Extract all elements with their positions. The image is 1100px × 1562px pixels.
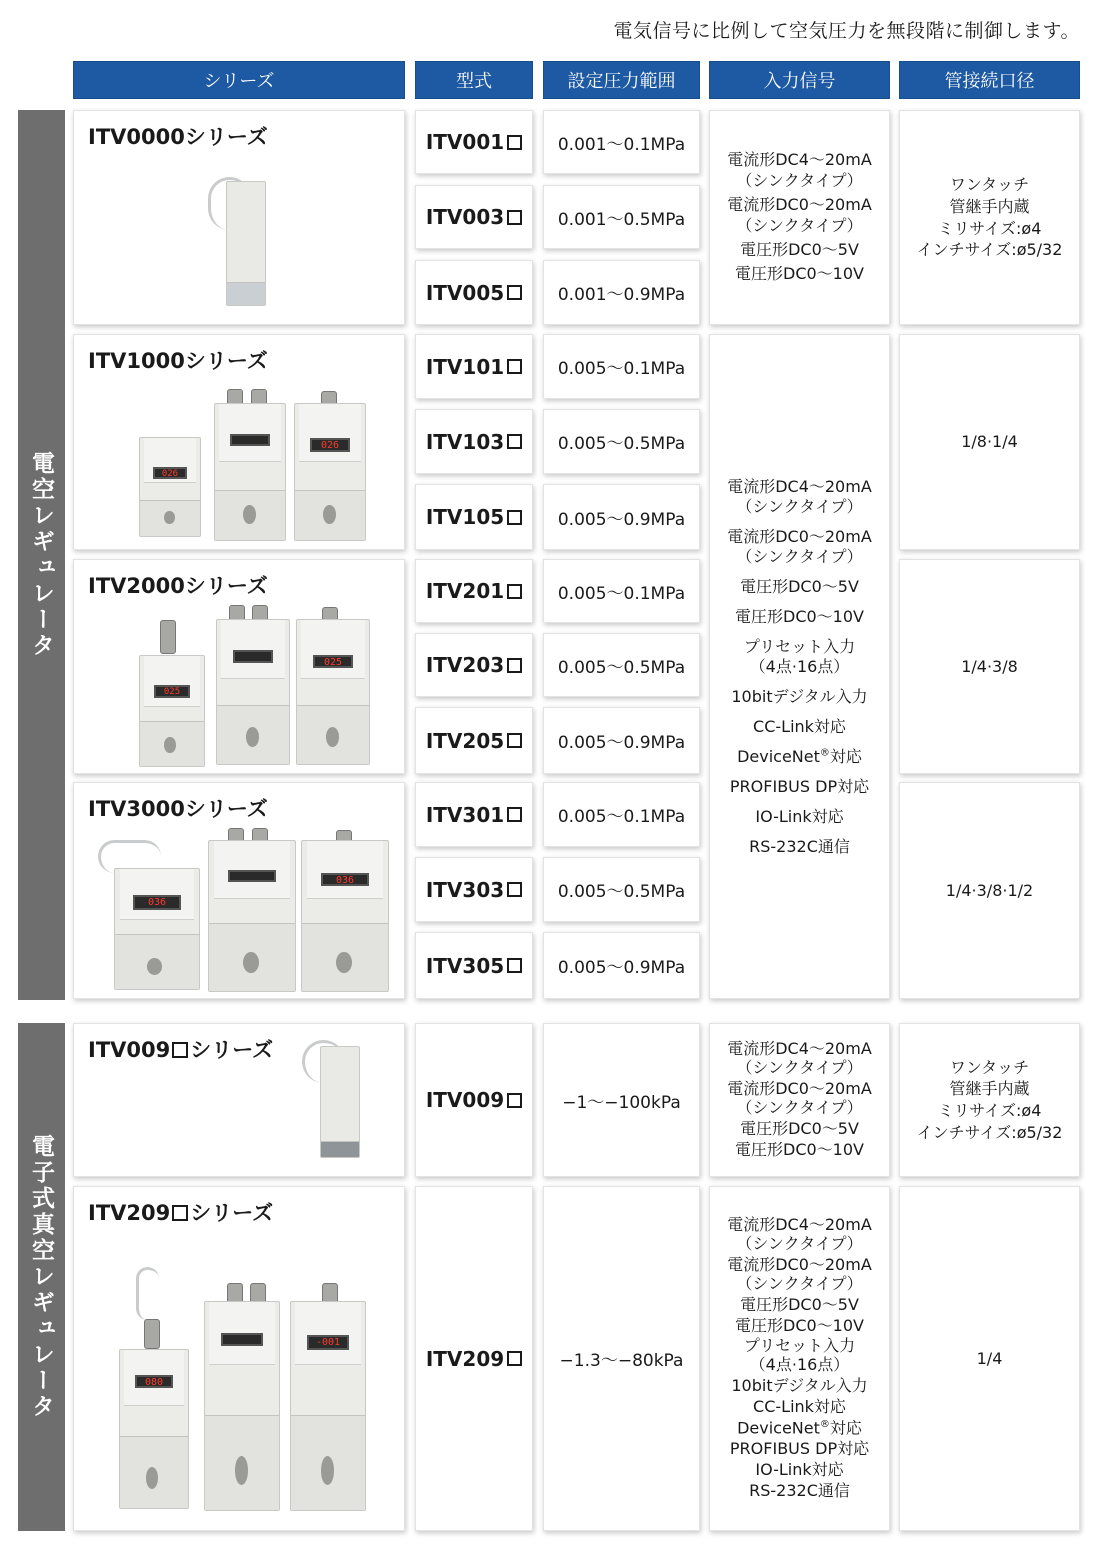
- signal-cell-itv209: 電流形DC4～20mA （シンクタイプ） 電流形DC0～20mA （シンクタイプ） 電圧形DC0～5V 電圧形DC0～10V プリセット入力 （4点·16点） 10bitデジタル入力 CC-Link対応 DeviceNet®対応 PROFIBUS DP対応 IO-Link対応 RS-232C通信: [709, 1186, 890, 1531]
- model-cell: ITV209: [415, 1186, 533, 1531]
- series-title: ITV3000シリーズ: [88, 797, 268, 821]
- series-cell-itv2000: [73, 559, 405, 774]
- signal-cell-itv009: 電流形DC4～20mA （シンクタイプ） 電流形DC0～20mA （シンクタイプ） 電圧形DC0～5V 電圧形DC0～10V: [709, 1023, 890, 1177]
- signal-cell-itv1000-3000: 電流形DC4～20mA （シンクタイプ） 電流形DC0～20mA （シンクタイプ） 電圧形DC0～5V 電圧形DC0～10V プリセット入力 （4点·16点） 10bitデジタル入力 CC-Link対応 DeviceNet®対応 PROFIBUS DP対応 IO-Link対応 RS-232C通信: [709, 334, 890, 999]
- digital-display: 026: [320, 440, 340, 451]
- digital-display: 025: [163, 686, 181, 697]
- placeholder-box-icon: [507, 510, 522, 525]
- header-connection: 管接続口径: [899, 61, 1080, 99]
- placeholder-box-icon: [507, 882, 522, 897]
- model-cell: ITV105: [415, 484, 533, 550]
- placeholder-box-icon: [172, 1042, 188, 1058]
- placeholder-box-icon: [507, 807, 522, 822]
- series-title: ITV0000シリーズ: [88, 125, 268, 149]
- series-cell-itv0000: [73, 110, 405, 325]
- model-cell: ITV201: [415, 559, 533, 623]
- placeholder-box-icon: [507, 1351, 522, 1366]
- range-cell: 0.005～0.5MPa: [543, 409, 700, 474]
- header-series: シリーズ: [73, 61, 405, 99]
- range-cell: 0.001～0.9MPa: [543, 260, 700, 325]
- placeholder-box-icon: [507, 658, 522, 673]
- model-cell: ITV005: [415, 260, 533, 325]
- product-image-itv2000: [134, 605, 394, 770]
- range-cell: 0.005～0.1MPa: [543, 334, 700, 399]
- model-cell: ITV301: [415, 782, 533, 847]
- placeholder-box-icon: [507, 434, 522, 449]
- digital-display: 080: [144, 1377, 164, 1389]
- model-cell: ITV003: [415, 185, 533, 249]
- range-cell: 0.005～0.9MPa: [543, 932, 700, 999]
- product-image-itv0000: [202, 169, 282, 309]
- placeholder-box-icon: [507, 210, 522, 225]
- header-range: 設定圧力範囲: [543, 61, 700, 99]
- product-image-itv1000: [134, 385, 394, 545]
- model-cell: ITV303: [415, 857, 533, 922]
- product-image-itv209: [114, 1267, 394, 1517]
- placeholder-box-icon: [507, 584, 522, 599]
- model-cell: ITV009: [415, 1023, 533, 1177]
- range-cell: −1.3～−80kPa: [543, 1186, 700, 1531]
- product-image-itv009: [298, 1036, 398, 1171]
- placeholder-box-icon: [507, 135, 522, 150]
- range-cell: 0.005～0.9MPa: [543, 707, 700, 774]
- range-cell: 0.005～0.5MPa: [543, 857, 700, 922]
- connection-cell-itv3000: 1/4·3/8·1/2: [899, 782, 1080, 999]
- model-cell: ITV101: [415, 334, 533, 399]
- range-cell: 0.005～0.5MPa: [543, 633, 700, 697]
- model-cell: ITV203: [415, 633, 533, 697]
- connection-cell-itv1000: 1/8·1/4: [899, 334, 1080, 550]
- range-cell: 0.005～0.1MPa: [543, 559, 700, 623]
- product-image-itv3000: [96, 828, 396, 996]
- section-label-vacuum: 電子式真空レギュレータ: [18, 1023, 65, 1531]
- placeholder-box-icon: [507, 359, 522, 374]
- digital-display: 025: [323, 656, 343, 668]
- placeholder-box-icon: [507, 733, 522, 748]
- series-title: ITV1000シリーズ: [88, 349, 268, 373]
- placeholder-box-icon: [172, 1205, 188, 1221]
- placeholder-box-icon: [507, 1093, 522, 1108]
- model-cell: ITV001: [415, 110, 533, 174]
- range-cell: 0.005～0.1MPa: [543, 782, 700, 847]
- series-cell-itv1000: [73, 334, 405, 550]
- series-title: ITV209 シリーズ: [88, 1201, 274, 1225]
- series-title: ITV009 シリーズ: [88, 1038, 274, 1062]
- range-cell: 0.001～0.5MPa: [543, 185, 700, 249]
- page-tagline: 電気信号に比例して空気圧力を無段階に制御します。: [613, 20, 1080, 42]
- signal-cell-itv0000: 電流形DC4～20mA （シンクタイプ） 電流形DC0～20mA （シンクタイプ） 電圧形DC0～5V 電圧形DC0～10V: [709, 110, 890, 325]
- connection-cell-itv0000: ワンタッチ 管継手内蔵 ミリサイズ:ø4 インチサイズ:ø5/32: [899, 110, 1080, 325]
- range-cell: 0.005～0.9MPa: [543, 484, 700, 550]
- digital-display: 036: [335, 874, 355, 886]
- connection-cell-itv2000: 1/4·3/8: [899, 559, 1080, 774]
- series-cell-itv009: [73, 1023, 405, 1177]
- header-signal: 入力信号: [709, 61, 890, 99]
- model-cell: ITV205: [415, 707, 533, 774]
- series-cell-itv209: [73, 1186, 405, 1531]
- range-cell: 0.001～0.1MPa: [543, 110, 700, 174]
- connection-cell-itv009: ワンタッチ 管継手内蔵 ミリサイズ:ø4 インチサイズ:ø5/32: [899, 1023, 1080, 1177]
- digital-display: 036: [147, 897, 167, 909]
- model-cell: ITV103: [415, 409, 533, 474]
- digital-display: -001: [315, 1337, 341, 1349]
- series-cell-itv3000: [73, 782, 405, 999]
- digital-display: 026: [161, 469, 179, 480]
- placeholder-box-icon: [507, 958, 522, 973]
- model-cell: ITV305: [415, 932, 533, 999]
- connection-cell-itv209: 1/4: [899, 1186, 1080, 1531]
- section-label-regulator: 電空レギュレータ: [18, 110, 65, 1000]
- header-model: 型式: [415, 61, 533, 99]
- placeholder-box-icon: [507, 285, 522, 300]
- series-title: ITV2000シリーズ: [88, 574, 268, 598]
- range-cell: −1～−100kPa: [543, 1023, 700, 1177]
